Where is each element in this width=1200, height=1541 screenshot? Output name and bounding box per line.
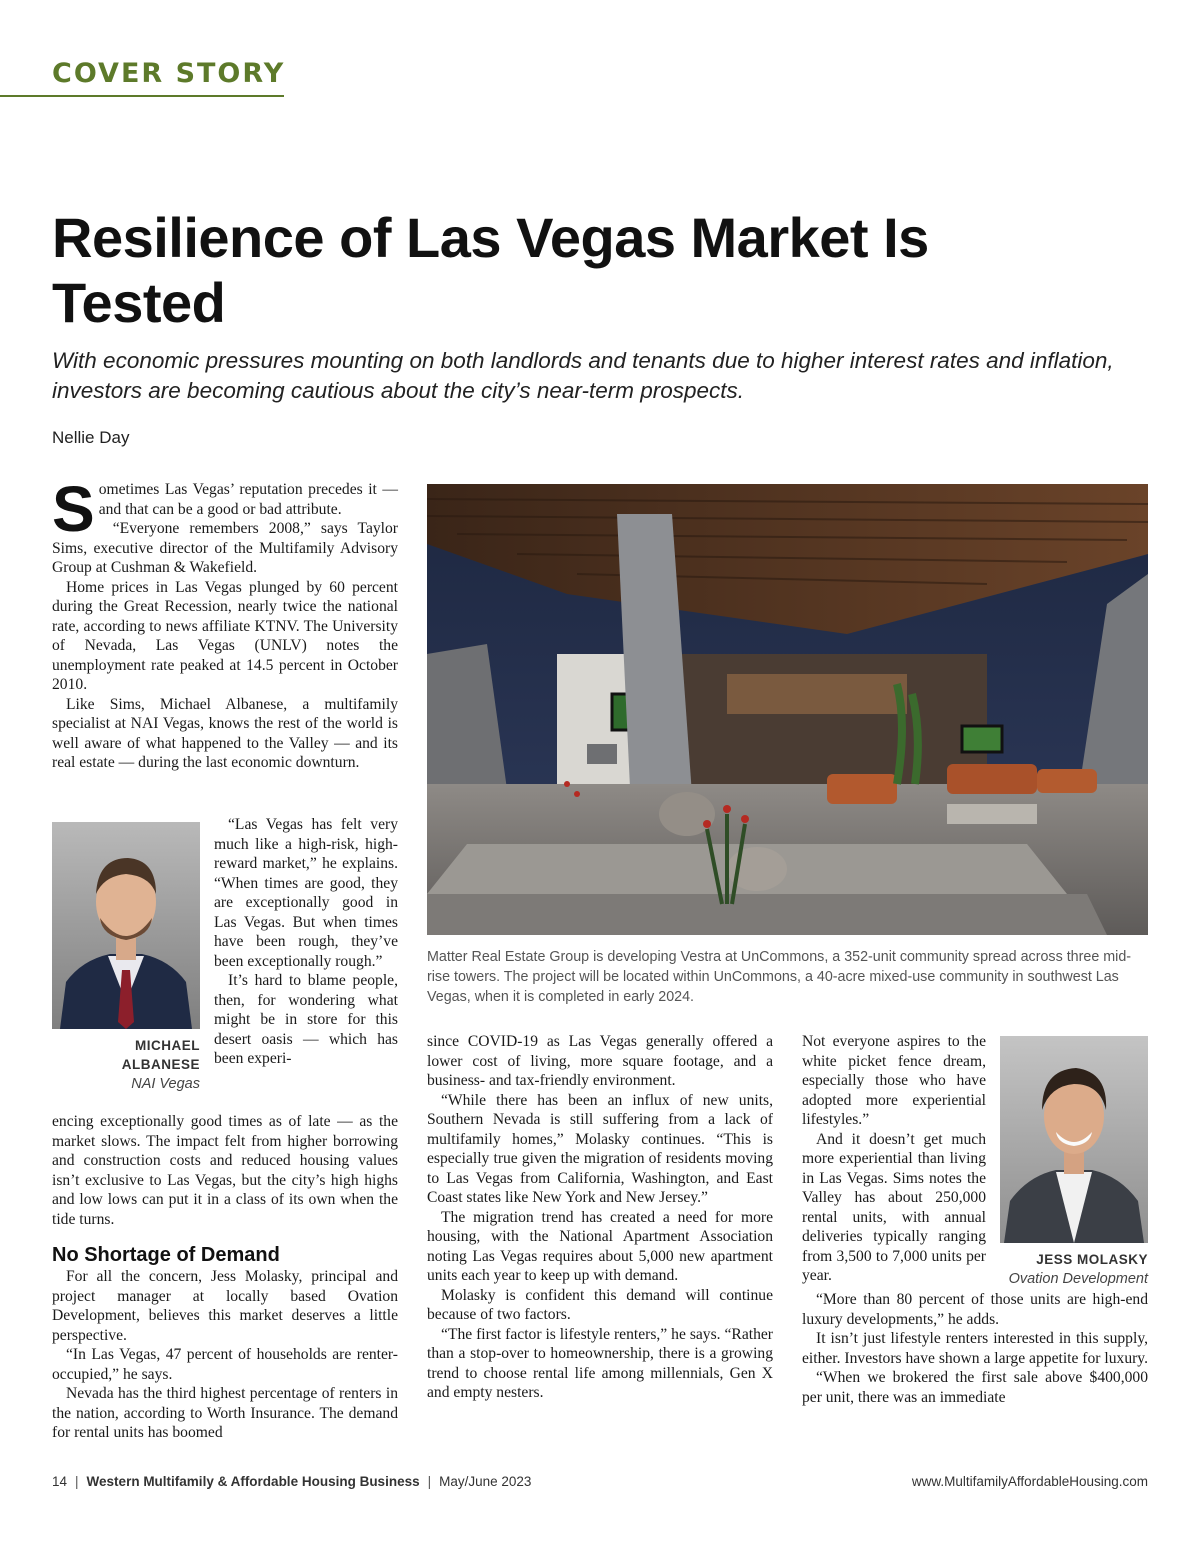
paragraph: “While there has been an influx of new units, Southern Nevada is still suffering from a lack of multifamily homes,” Molasky continues. “This is especially true given the migration of residents moving to Las Vegas from California, Washington, and East Coast states like New York and New Jersey.” (427, 1091, 773, 1206)
dek: With economic pressures mounting on both landlords and tenants due to higher interest rates and inflation, investors are becoming cautious about the city’s near-term prospects. (52, 348, 1114, 403)
portrait-1-credit (52, 1036, 200, 1094)
subhead: No Shortage of Demand (52, 1244, 280, 1266)
issue-date: May/June 2023 (439, 1474, 532, 1489)
paragraph: Nevada has the third highest percentage of renters in the nation, according to Worth Insurance. The demand for rental units has boomed (52, 1385, 398, 1441)
publication-name: Western Multifamily & Affordable Housing Business (86, 1474, 420, 1489)
column-3-beside-portrait (802, 1032, 986, 1286)
section-rule (0, 95, 284, 97)
column-3-bottom (802, 1270, 1148, 1407)
portrait-company: NAI Vegas (131, 1076, 200, 1092)
column-1-bottom (52, 1112, 398, 1443)
byline: Nellie Day (52, 428, 130, 447)
portrait-michael-albanese (52, 822, 200, 1029)
portrait-name: ALBANESE (121, 1057, 200, 1072)
portrait-name: JESS MOLASKY (1036, 1252, 1148, 1267)
paragraph: “The first factor is lifestyle renters,” he says. “Rather than a stop-over to homeownership, there is a growing trend to choose rental life among millennials, Gen X and empty nesters. (427, 1325, 773, 1401)
paragraph: “In Las Vegas, 47 percent of households are renter-occupied,” he says. (52, 1346, 398, 1383)
paragraph: encing exceptionally good times as of late — as the market slows. The impact felt from higher borrowing and construction costs and reduced housing values isn’t exclusive to Las Vegas, but the city’s high highs and low lows can put it in a class of its own when the tide turns. (52, 1113, 398, 1228)
portrait-jess-molasky (1000, 1036, 1148, 1243)
page-number: 14 (52, 1474, 68, 1489)
website-link[interactable]: www.MultifamilyAffordableHousing.com (911, 1474, 1148, 1489)
column-2 (427, 1032, 773, 1403)
portrait-name: MICHAEL (135, 1038, 200, 1053)
paragraph: And it doesn’t get much more experiential than living in Las Vegas. Sims notes the Valley has about 250,000 rental units, with annual deliveries typically ranging from 3,500 to 7,000 units per year. (802, 1130, 986, 1284)
paragraph: “More than 80 percent of those units are high-end luxury developments,” he adds. (802, 1291, 1148, 1328)
photo-caption: Matter Real Estate Group is developing Vestra at UnCommons, a 352-unit community spread across three mid-rise towers. The project will be located within UnCommons, a 40-acre mixed-use community in southwest Las Vegas, when it is completed in early 2024. (427, 949, 1132, 1005)
feature-photo (427, 484, 1148, 935)
paragraph: ometimes Las Vegas’ reputation precedes it — and that can be a good or bad attribute. (98, 481, 398, 518)
column-1-top (52, 473, 398, 773)
portrait-company: Ovation Development (1008, 1271, 1148, 1287)
paragraph: Home prices in Las Vegas plunged by 60 percent during the Great Recession, nearly twice the national rate, according to news affiliate KTNV. The University of Nevada, Las Vegas (UNLV) notes the unemployment rate peaked at 14.5 percent in October 2010. (52, 578, 398, 693)
paragraph: Molasky is confident this demand will continue because of two factors. (427, 1286, 773, 1323)
paragraph: “Everyone remembers 2008,” says Taylor Sims, executive director of the Multifamily Advisory Group at Cushman & Wakefield. (52, 520, 398, 576)
paragraph: Like Sims, Michael Albanese, a multifamily specialist at NAI Vegas, knows the rest of the world is well aware of what happened to the Valley — and its real estate — during the last economic downturn. (52, 695, 398, 771)
paragraph: The migration trend has created a need for more housing, with the National Apartment Association noting Las Vegas requires about 5,000 new apartment units each year to keep up with demand. (427, 1208, 773, 1284)
paragraph: Not everyone aspires to the white picket fence dream, especially those who have adopted more experiential lifestyles.” (802, 1033, 986, 1128)
paragraph: “When we brokered the first sale above $400,000 per unit, there was an immediate (802, 1369, 1148, 1406)
paragraph: For all the concern, Jess Molasky, principal and project manager at locally based Ovation Development, believes this market deserves a little perspective. (52, 1268, 398, 1344)
section-label: COVER STORY (52, 58, 286, 89)
paragraph: “Las Vegas has felt very much like a high-risk, high-reward market,” he explains. “When times are good, they are exceptionally good in Las Vegas. But when times have been rough, they’ve been exceptionally rough.” (214, 816, 398, 970)
paragraph: It’s hard to blame people, then, for wondering what might be in store for this desert oasis — which has been experi- (214, 972, 398, 1067)
headline: Resilience of Las Vegas Market Is Tested (52, 206, 929, 334)
paragraph: It isn’t just lifestyle renters interested in this supply, either. Investors have shown a large appetite for luxury. (802, 1330, 1148, 1367)
column-1-beside-portrait (214, 815, 398, 1069)
paragraph: since COVID-19 as Las Vegas generally offered a lower cost of living, more square footage, and a business- and tax-friendly environment. (427, 1033, 773, 1089)
drop-cap: S (52, 473, 95, 545)
